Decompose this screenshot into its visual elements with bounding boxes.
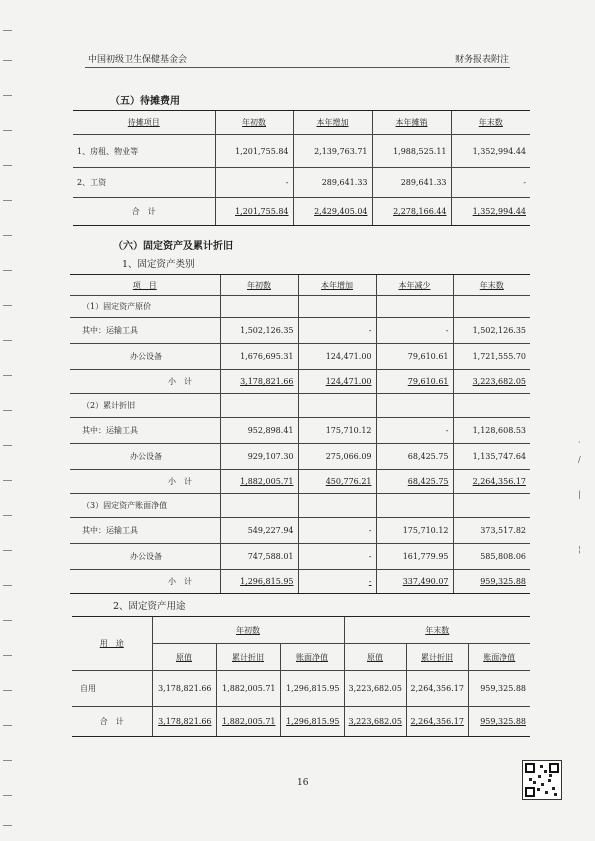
cell: 2,264,356.17 [406,671,468,707]
binding-edge [0,0,14,841]
cell: 1,128,608.53 [453,418,530,444]
cell: 3,178,821.66 [152,707,216,737]
col-header: 年初数 [215,111,293,135]
subtotal-row [70,570,530,594]
row-label: （3）固定资产账面净值 [70,494,220,518]
cell: 337,490.07 [376,570,453,594]
row-label: 其中：运输工具 [70,418,220,444]
cell: 1,882,005.71 [216,671,280,707]
cell [298,494,376,518]
cell [220,394,298,418]
table-header-row [70,275,530,296]
row-label: （1）固定资产原价 [70,296,220,318]
col-header: 待摊项目 [73,111,215,135]
cell: 1,352,994.44 [451,135,530,168]
cell: 450,776.21 [298,470,376,494]
cell [220,494,298,518]
cell: 1,676,695.31 [220,344,298,370]
total-row [72,707,530,737]
section-title-prepaid: （五）待摊费用 [110,96,180,107]
col-header: 账面净值 [280,644,344,671]
cell: 585,808.06 [453,544,530,570]
table-header-row [73,111,530,135]
cell: 289,641.33 [293,168,372,198]
cell: 1,988,525.11 [372,135,451,168]
cell: - [215,168,293,198]
subsection-title-usage: 2、固定资产用途 [113,601,186,612]
row-label: 小 计 [70,470,220,494]
edge-mark: ¦ [578,545,581,554]
cell: 3,223,682.05 [344,671,406,707]
cell: 1,296,815.95 [280,671,344,707]
cell: 1,502,126.35 [220,318,298,344]
cell: 2,264,356.17 [453,470,530,494]
col-header: 本年增加 [293,111,372,135]
cell: - [298,570,376,594]
cell: 79,610.61 [376,370,453,394]
cell: 3,223,682.05 [453,370,530,394]
row-label: 自用 [72,671,152,707]
fixed-assets-category-table [70,274,530,594]
col-header: 年末数 [451,111,530,135]
cell: 1,296,815.95 [220,570,298,594]
cell: - [376,318,453,344]
cell: 68,425.75 [376,444,453,470]
cell [376,494,453,518]
cell: 175,710.12 [298,418,376,444]
col-header: 用 途 [72,617,152,671]
table-row [73,168,530,198]
group-row [70,296,530,318]
cell [453,494,530,518]
row-label: 1、房租、物业等 [73,135,215,168]
table-row [70,444,530,470]
row-label: 合 计 [73,198,215,226]
edge-mark: | [578,490,581,499]
table-row [70,518,530,544]
cell: 275,066.09 [298,444,376,470]
col-header: 本年摊销 [372,111,451,135]
qr-code-icon [522,760,562,800]
cell: 1,502,126.35 [453,318,530,344]
row-label: 其中：运输工具 [70,318,220,344]
cell [453,296,530,318]
cell: 68,425.75 [376,470,453,494]
group-row [70,494,530,518]
row-label: 小 计 [70,370,220,394]
cell: - [298,544,376,570]
header-title: 财务报表附注 [454,55,509,65]
cell: 1,721,555.70 [453,344,530,370]
row-label: （2）累计折旧 [70,394,220,418]
cell: 2,139,763.71 [293,135,372,168]
subtotal-row [70,470,530,494]
cell: 3,178,821.66 [220,370,298,394]
cell: 161,779.95 [376,544,453,570]
col-group-header: 年初数 [152,617,344,644]
cell [453,394,530,418]
cell: 959,325.88 [453,570,530,594]
cell [376,394,453,418]
cell: 1,201,755.84 [215,135,293,168]
table-header-row [72,617,530,644]
cell: - [451,168,530,198]
cell: 952,898.41 [220,418,298,444]
cell: 175,710.12 [376,518,453,544]
cell [298,394,376,418]
col-header: 累计折旧 [216,644,280,671]
cell: 1,882,005.71 [220,470,298,494]
cell: 3,223,682.05 [344,707,406,737]
page-number: 16 [297,778,309,788]
cell: 2,429,405.04 [293,198,372,226]
row-label: 2、工资 [73,168,215,198]
table-row [70,544,530,570]
cell [376,296,453,318]
table-row [70,418,530,444]
group-row [70,394,530,418]
cell: 1,352,994.44 [451,198,530,226]
table-row [73,135,530,168]
subtotal-row [70,370,530,394]
col-header: 原值 [344,644,406,671]
cell: 2,264,356.17 [406,707,468,737]
cell: 929,107.30 [220,444,298,470]
cell: 549,227.94 [220,518,298,544]
row-label: 合 计 [72,707,152,737]
table-row [70,344,530,370]
col-header: 年末数 [453,275,530,296]
cell: 959,325.88 [468,707,530,737]
row-label: 小 计 [70,570,220,594]
row-label: 办公设备 [70,544,220,570]
col-header: 累计折旧 [406,644,468,671]
cell: 959,325.88 [468,671,530,707]
edge-mark: / [578,455,581,464]
cell: 1,296,815.95 [280,707,344,737]
total-row [73,198,530,226]
cell: 373,517.82 [453,518,530,544]
cell: 3,178,821.66 [152,671,216,707]
cell: 79,610.61 [376,344,453,370]
cell: 1,882,005.71 [216,707,280,737]
cell: - [376,418,453,444]
cell: 747,588.01 [220,544,298,570]
row-label: 其中：运输工具 [70,518,220,544]
cell: - [298,518,376,544]
header-divider [85,67,510,68]
col-header: 账面净值 [468,644,530,671]
row-label: 办公设备 [70,444,220,470]
header-org: 中国初级卫生保健基金会 [88,55,188,65]
fixed-assets-usage-table [72,616,530,737]
cell: 1,135,747.64 [453,444,530,470]
cell [298,296,376,318]
col-header: 本年减少 [376,275,453,296]
cell: 1,201,755.84 [215,198,293,226]
prepaid-expenses-table [73,110,530,226]
table-row [70,318,530,344]
cell: 2,278,166.44 [372,198,451,226]
cell: - [298,318,376,344]
col-header: 项 目 [70,275,220,296]
cell: 289,641.33 [372,168,451,198]
col-header: 年初数 [220,275,298,296]
col-header: 原值 [152,644,216,671]
cell: 124,471.00 [298,344,376,370]
cell [220,296,298,318]
table-row [72,671,530,707]
row-label: 办公设备 [70,344,220,370]
section-title-fixed-assets: （六）固定资产及累计折旧 [113,241,233,252]
cell: 124,471.00 [298,370,376,394]
col-group-header: 年末数 [344,617,530,644]
subsection-title-categories: 1、固定资产类别 [122,259,195,270]
col-header: 本年增加 [298,275,376,296]
edge-mark: · [578,438,581,447]
